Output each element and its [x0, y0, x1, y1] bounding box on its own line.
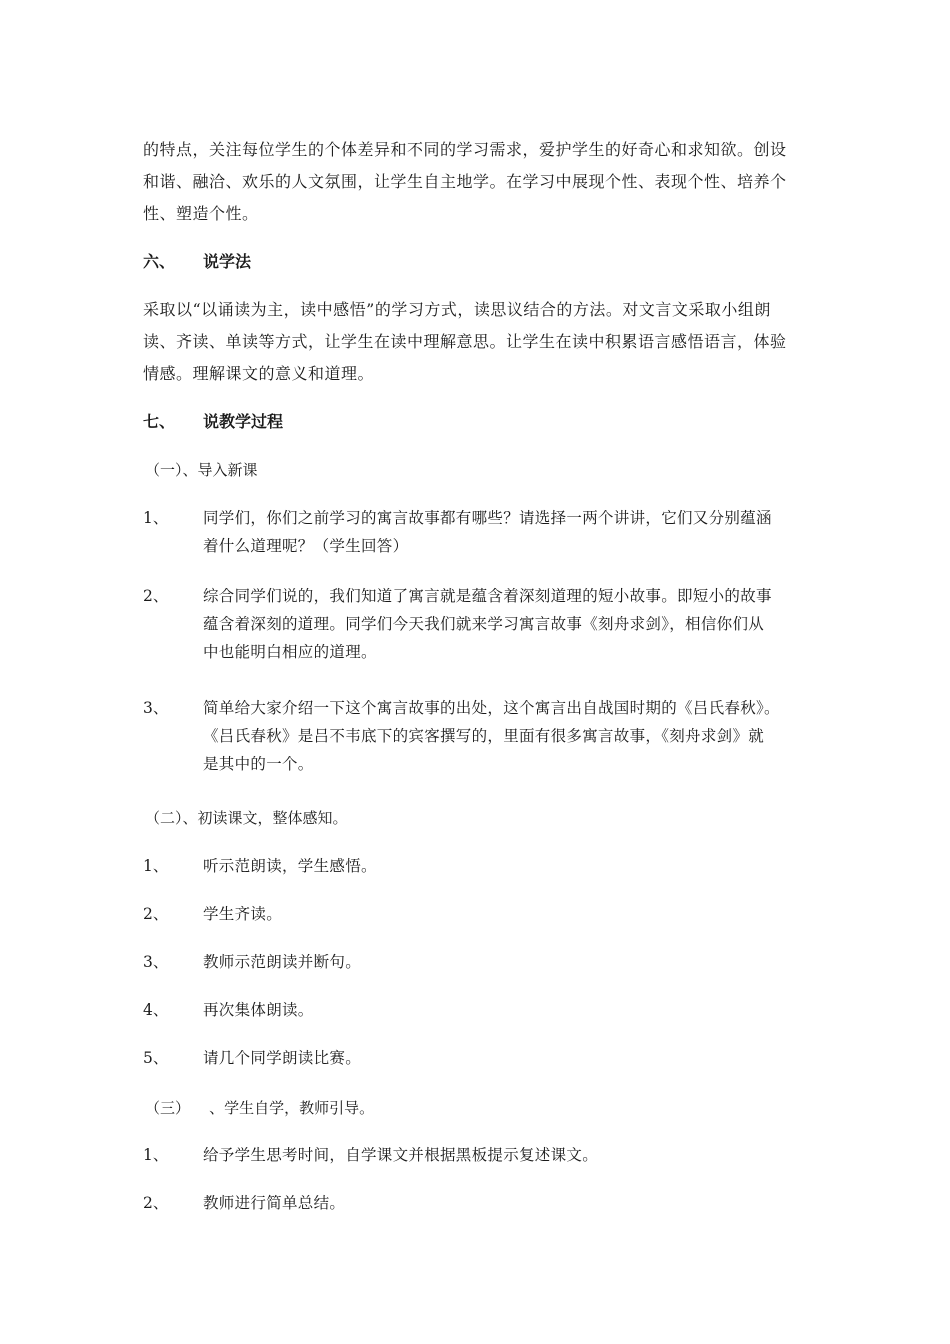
section-6-paragraph	[143, 294, 823, 390]
item-text	[203, 948, 833, 976]
item-line: 学生齐读。	[203, 905, 283, 923]
item-line: 同学们，你们之前学习的寓言故事都有哪些？请选择一两个讲讲，它们又分别蕴涵	[203, 509, 772, 527]
item-line: 着什么道理呢？（学生回答）	[203, 537, 409, 555]
intro-line: 和谐、融洽、欢乐的人文氛围，让学生自主地学。在学习中展现个性、表现个性、培养个	[143, 172, 787, 191]
item-line: 再次集体朗读。	[203, 1001, 314, 1019]
item-number: 3、	[143, 699, 169, 717]
intro-line: 的特点，关注每位学生的个体差异和不同的学习需求，爱护学生的好奇心和求知欲。创设	[143, 140, 787, 159]
item-number: 3、	[143, 953, 169, 971]
item-text	[203, 694, 833, 778]
item-text	[203, 504, 833, 560]
item-number: 2、	[143, 587, 169, 605]
section-6-heading	[143, 251, 251, 273]
item-number: 1、	[143, 1146, 169, 1164]
item-line: 请几个同学朗读比赛。	[203, 1049, 362, 1067]
item-number: 2、	[143, 1194, 169, 1212]
section-number: 七、	[143, 412, 176, 431]
paragraph-line: 情感。理解课文的意义和道理。	[143, 364, 375, 383]
item-text	[203, 852, 833, 880]
subsection-1-title: （一）、导入新课	[145, 461, 258, 479]
section-7-heading	[143, 411, 283, 433]
item-line: 教师示范朗读并断句。	[203, 953, 362, 971]
item-number: 1、	[143, 509, 169, 527]
item-text	[203, 1141, 833, 1169]
item-text	[203, 1189, 833, 1217]
paragraph-line: 采取以“以诵读为主，读中感悟”的学习方式，读思议结合的方法。对文言文采取小组朗	[143, 300, 771, 319]
item-text	[203, 900, 833, 928]
intro-line: 性、塑造个性。	[143, 204, 259, 223]
item-line: 《吕氏春秋》是吕不韦底下的宾客撰写的，里面有很多寓言故事，《刻舟求剑》就	[203, 727, 765, 745]
item-text	[203, 996, 833, 1024]
item-line: 听示范朗读，学生感悟。	[203, 857, 377, 875]
item-number: 2、	[143, 905, 169, 923]
paragraph-line: 读、齐读、单读等方式，让学生在读中理解意思。让学生在读中积累语言感悟语言，体验	[143, 332, 787, 351]
item-line: 给予学生思考时间，自学课文并根据黑板提示复述课文。	[203, 1146, 599, 1164]
item-text	[203, 1044, 833, 1072]
section-title: 说教学过程	[203, 412, 284, 431]
intro-paragraph	[143, 134, 823, 230]
item-text	[203, 582, 833, 666]
subsection-2-title: （二）、初读课文，整体感知。	[145, 809, 348, 827]
item-line: 综合同学们说的，我们知道了寓言就是蕴含着深刻道理的短小故事。即短小的故事	[203, 587, 772, 605]
item-line: 是其中的一个。	[203, 755, 314, 773]
item-number: 5、	[143, 1049, 169, 1067]
item-number: 4、	[143, 1001, 169, 1019]
item-line: 中也能明白相应的道理。	[203, 643, 377, 661]
subsection-3-title: （三） 、学生自学，教师引导。	[145, 1099, 375, 1117]
item-line: 简单给大家介绍一下这个寓言故事的出处，这个寓言出自战国时期的《吕氏春秋》。	[203, 699, 780, 717]
item-number: 1、	[143, 857, 169, 875]
section-number: 六、	[143, 252, 176, 271]
item-line: 蕴含着深刻的道理。同学们今天我们就来学习寓言故事《刻舟求剑》，相信你们从	[203, 615, 765, 633]
item-line: 教师进行简单总结。	[203, 1194, 346, 1212]
section-title: 说学法	[203, 252, 252, 271]
